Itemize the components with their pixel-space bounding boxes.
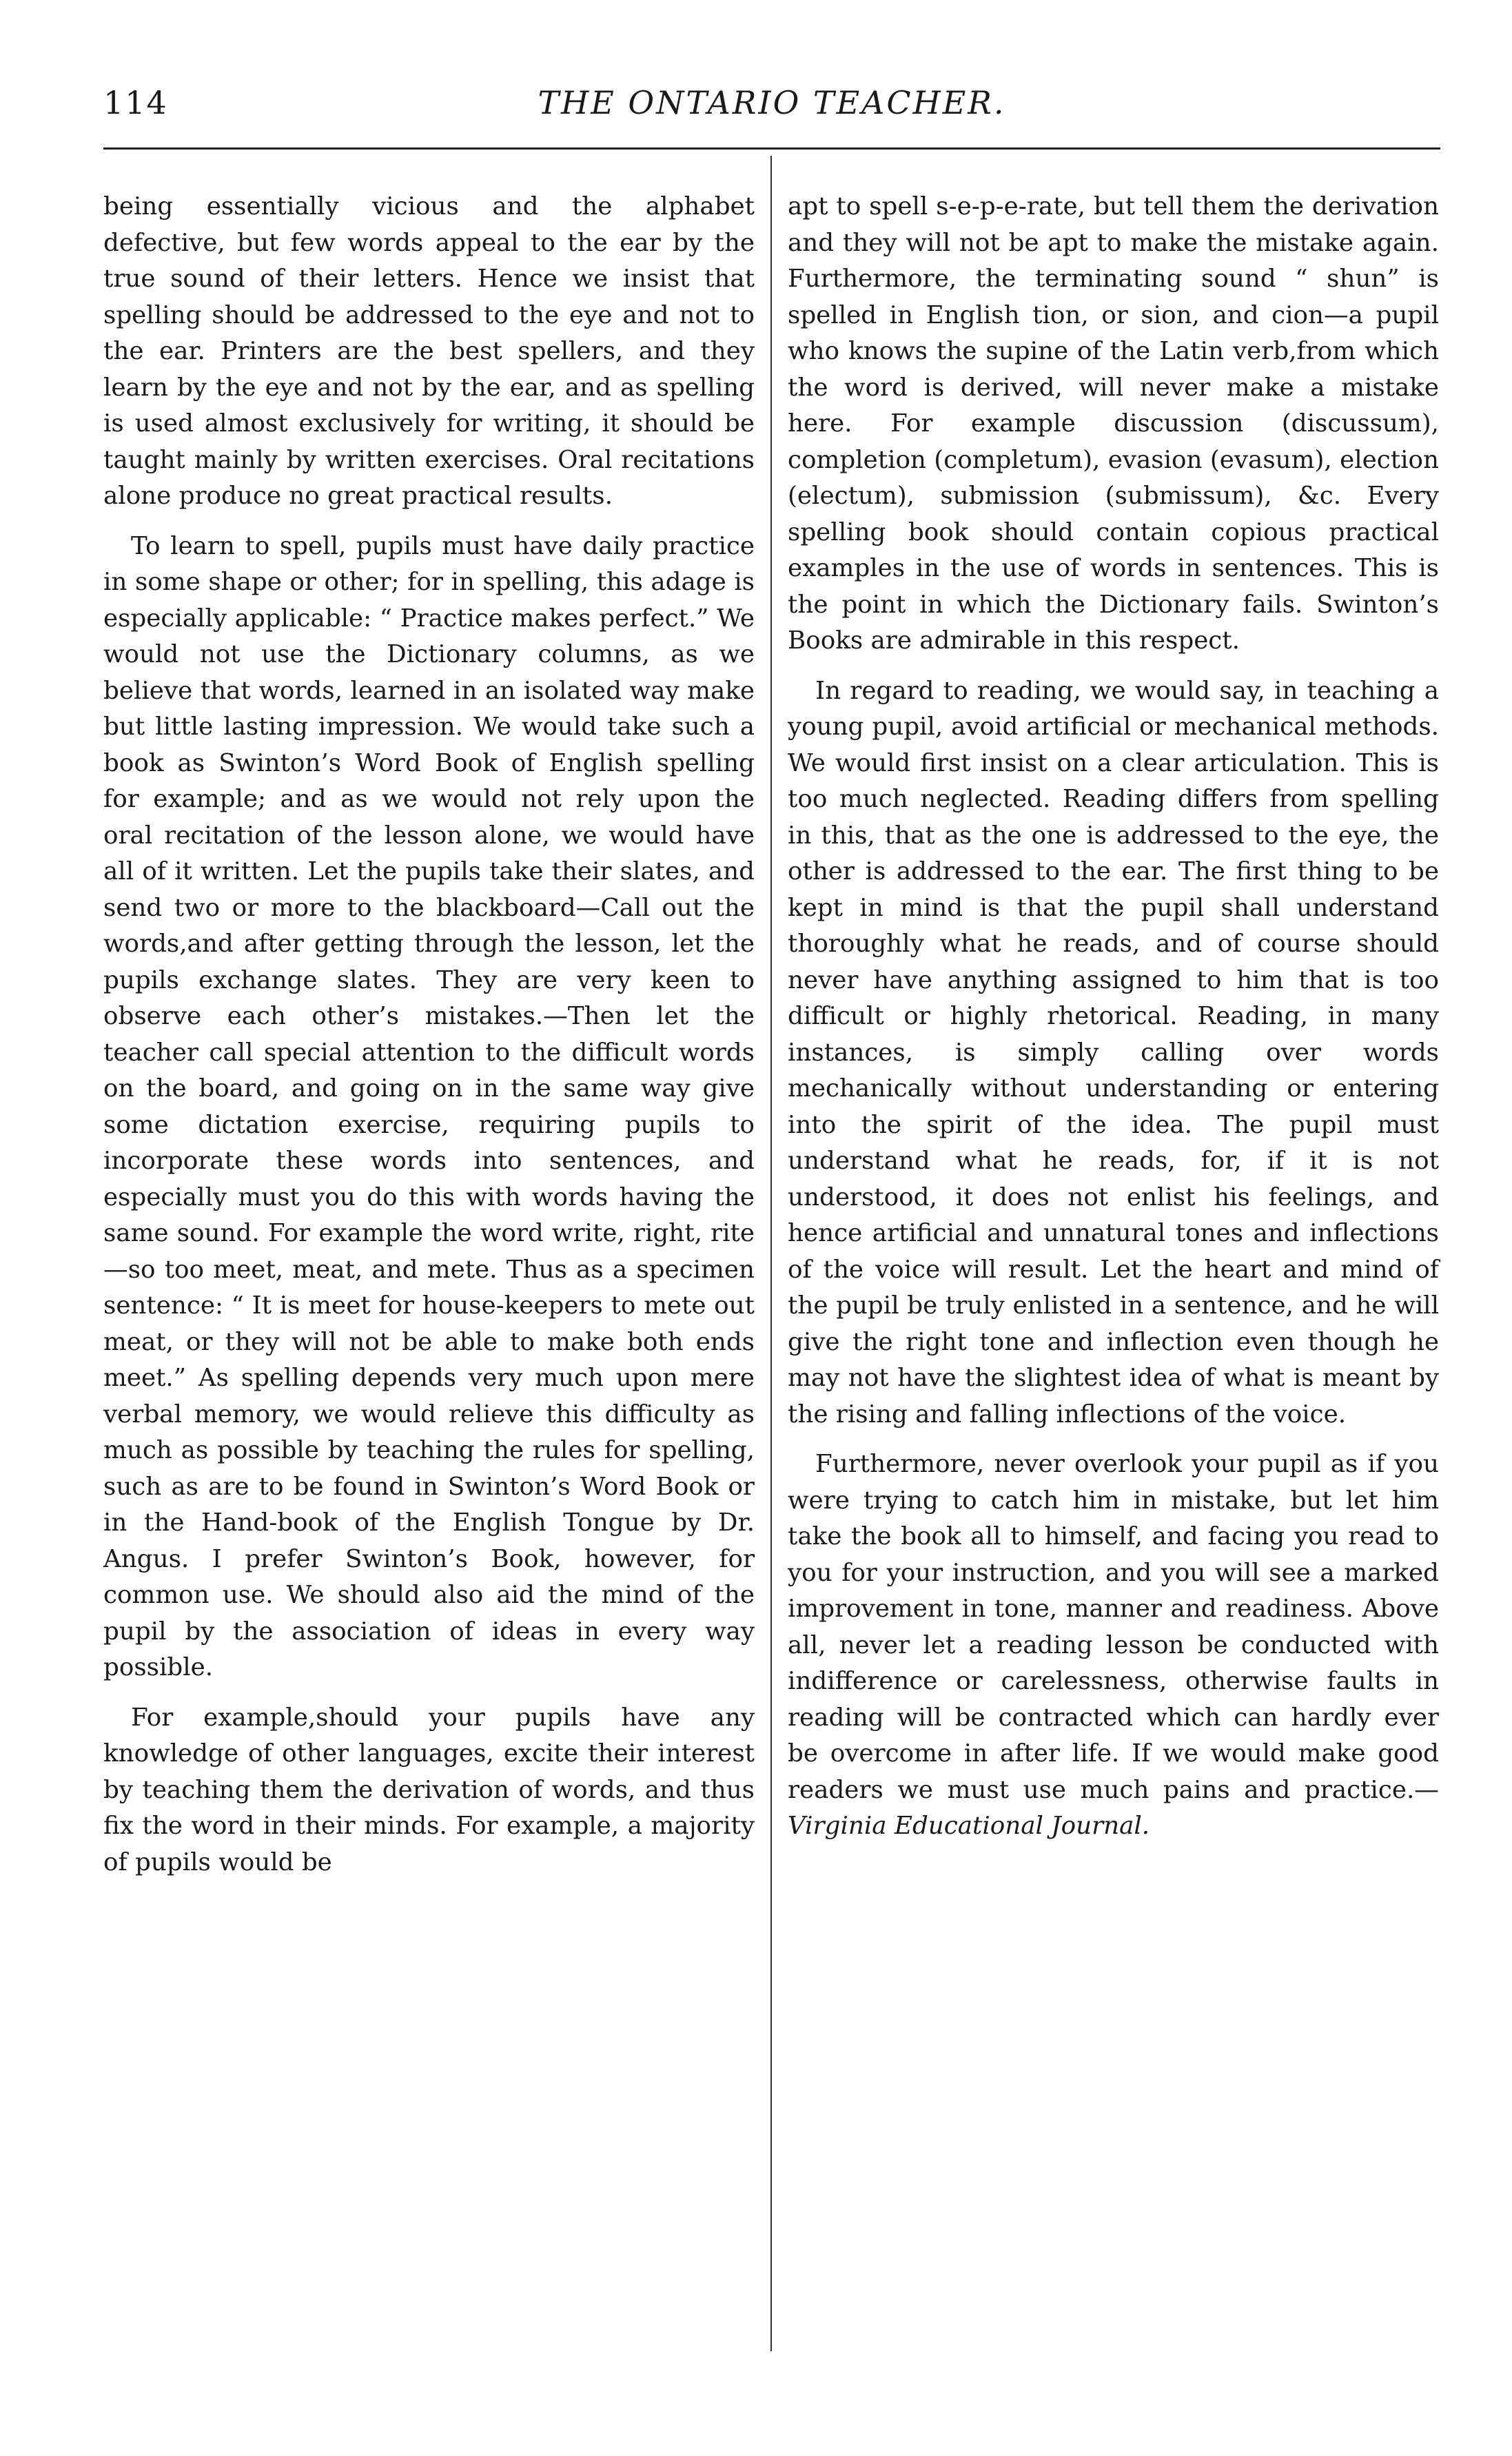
right-paragraph-2: In regard to reading, we would say, in teaching a young pupil, avoid artificial or mechanical methods. We would first insist on a clear articulation. This is too much neglected. Reading differs from spelling in this, that as the one is addressed to the eye, the other is addressed to the ear. The first thing to be kept in mind is that the pupil shall understand thoroughly what he reads, and of course should never have anything assigned to him that is too difficult or highly rhetorical. Reading, in many instances, is simply calling over words mechanically without understanding or entering into the spirit of the idea. The pupil must understand what he reads, for, if it is not understood, it does not enlist his feelings, and hence artificial and unnatural tones and inflections of the voice will result. Let the heart and mind of the pupil be truly enlisted in a sentence, and he will give the right tone and inflection even though he may not have the slightest idea of what is meant by the rising and falling inflections of the voice. bbox=[788, 676, 1439, 1429]
right-paragraph-1: apt to spell s-e-p-e-rate, but tell them the derivation and they will not be apt to make the mistake again. Furthermore, the terminating sound “ shun” is spelled in English tion, or sion, and cion—a pupil who knows the supine of the Latin verb,from which the word is derived, will never make a mistake here. For example discussion (discussum), completion (completum), evasion (evasum), election (electum), submission (submissum), &c. Every spelling book should contain copious practical examples in the use of words in sentences. This is the point in which the Dictionary fails. Swinton’s Books are admirable in this respect. bbox=[788, 192, 1439, 655]
right-paragraph-3-text: Furthermore, never overlook your pupil as if you were trying to catch him in mistake, but let him take the book all to himself, and facing you read to you for your instruction, and you will see a marked improvement in tone, manner and readiness. Above all, never let a reading lesson be conducted with indifference or carelessness, otherwise faults in reading will be contracted which can hardly ever be overcome in after life. If we would make good readers we must use much pains and practice.— bbox=[788, 1450, 1439, 1804]
header-rule bbox=[103, 147, 1440, 150]
page-number: 114 bbox=[103, 84, 168, 121]
column-divider bbox=[770, 156, 772, 2351]
left-paragraph-2: To learn to spell, pupils must have daily practice in some shape or other; for in spelling, this adage is especially applicable: “ Practice makes perfect.” We would not use the Dictionary columns, as we believe that words, learned in an isolated way make but little lasting impression. We would take such a book as Swinton’s Word Book of English spelling for example; and as we would not rely upon the oral recitation of the lesson alone, we would have all of it written. Let the pupils take their slates, and send two or more to the blackboard—Call out the words,and after getting through the lesson, let the pupils exchange slates. They are very keen to observe each other’s mistakes.—Then let the teacher call special attention to the difficult words on the board, and going on in the same way give some dictation exercise, requiring pupils to incorporate these words into sentences, and especially must you do this with words having the same sound. For example the word write, right, rite—so too meet, meat, and mete. Thus as a specimen sentence: “ It is meet for house-keepers to mete out meat, or they will not be able to make both ends meet.” As spelling depends very much upon mere verbal memory, we would relieve this difficulty as much as possible by teaching the rules for spelling, such as are to be found in Swinton’s Word Book or in the Hand-book of the English Tongue by Dr. Angus. I prefer Swinton’s Book, however, for common use. We should also aid the mind of the pupil by the association of ideas in every way possible. bbox=[103, 531, 755, 1681]
left-paragraph-1: being essentially vicious and the alphabet defective, but few words appeal to the ear by the true sound of their letters. Hence we insist that spelling should be addressed to the eye and not to the ear. Printers are the best spellers, and they learn by the eye and not by the ear, and as spelling is used almost exclusively for writing, it should be taught mainly by written exercises. Oral recitations alone produce no great practical results. bbox=[103, 192, 755, 510]
left-column bbox=[103, 189, 755, 1881]
source-citation: Virginia Educational Journal. bbox=[788, 1812, 1150, 1840]
right-paragraph-3 bbox=[788, 1446, 1439, 1845]
left-paragraph-3: For example,should your pupils have any knowledge of other languages, excite their interest by teaching them the derivation of words, and thus fix the word in their minds. For example, a majority of pupils would be bbox=[103, 1703, 755, 1876]
page-header bbox=[103, 84, 1440, 139]
running-title: THE ONTARIO TEACHER. bbox=[538, 84, 1006, 121]
right-column bbox=[788, 189, 1439, 1845]
